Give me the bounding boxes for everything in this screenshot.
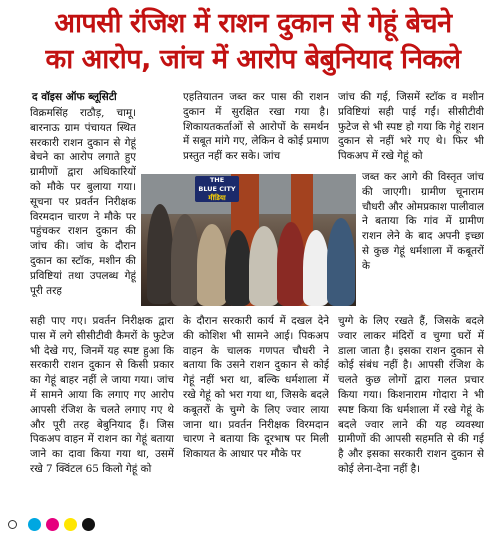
photo-person [303, 230, 329, 306]
photo-person [225, 230, 251, 306]
photo-person [249, 226, 279, 306]
photo-person [171, 214, 199, 306]
column-3-top: जांच की गई, जिसमें स्टॉक व मशीन प्रविष्टियां सही पाई गईं। सीसीटीवी फुटेज से भी स्पष्ट हो गया कि गेहूं राशन दुकान से नहीं भरे गए थे। फिर भी पिकअप में रखे गेहूं को [338, 91, 484, 163]
magenta-color-dot [46, 518, 59, 531]
black-color-dot [82, 518, 95, 531]
photo-person [197, 224, 227, 306]
cyan-color-dot [28, 518, 41, 531]
byline: द वॉइस ऑफ ब्लूसिटी [32, 91, 117, 103]
column-1-bottom: सही पाए गए। प्रवर्तन निरीक्षक द्वारा पास में लगे सीसीटीवी कैमरों के फुटेज भी देखे गए, जिनमें यह स्पष्ट हुआ कि सरकारी राशन दुकान से किसी प्रकार का गेहूं बाहर नहीं ले जाया गया। जांच में सामने आया कि लगाए गए आरोप आपसी रंजिश के चलते लगाए गए थे और पूरी तरह बेबुनियाद हैं। जिस पिकअप वाहन में राशन का गेहूं बताया जाने का दावा किया गया था, उसमें रखे 7 क्विंटल 65 किलो गेहूं को [30, 315, 174, 475]
logo-line-3: मीडिया [208, 194, 226, 202]
yellow-color-dot [64, 518, 77, 531]
column-1-top: विक्रमसिंह राठौड़, चामू। बारनाऊ ग्राम पंचायत स्थित सरकारी राशन दुकान से गेहूं बेचने का आरोप लगाते हुए ग्रामीणों द्वारा अधिकारियों को मौके पर बुलाया गया। सूचना पर प्रवर्तन निरीक्षक विरमदान चारण ने मौके पर पहुंचकर राशन दुकान की जांच की। जांच के दौरान दुकान का स्टॉक, मशीन की प्रविष्टियां तथा उपलब्ध गेहूं पूरी तरह [30, 107, 136, 297]
column-3-mid: जब्त कर आगे की विस्तृत जांच की जाएगी। ग्रामीण चूनाराम चौधरी और ओमप्रकाश पालीवाल ने बताया कि गांव में ग्रामीण राशन लेने के बाद अपनी इच्छा से कुछ गेहूं धर्मशाला में कबूतरों के [362, 171, 484, 272]
headline [8, 6, 498, 78]
photo-person [147, 204, 173, 304]
registration-mark [8, 520, 17, 529]
news-photo [141, 174, 356, 306]
logo-line-1: THE [209, 176, 225, 184]
logo-line-2: BLUE CITY [198, 185, 236, 193]
headline-line-1: आपसी रंजिश में राशन दुकान से गेहूं बेचने [54, 8, 452, 39]
column-3-bottom: चुग्गे के लिए रखते हैं, जिसके बदले ज्वार लाकर मंदिरों व चुग्गा घरों में डाला जाता है। इसका राशन दुकान से कोई संबंध नहीं है। आपसी रंजिश के चलते कुछ लोगों द्वारा गलत प्रचार किया गया। किशनाराम गोदारा ने भी स्पष्ट किया कि धर्मशाला में रखे गेहूं के बदले ज्वार लाने की यह व्यवस्था ग्रामीणों की आपसी सहमति से की गई है और इसका सरकारी राशन दुकान से कोई लेना-देना नहीं है। [338, 315, 484, 475]
photo-person [277, 222, 305, 306]
headline-line-2: का आरोप, जांच में आरोप बेबुनियाद निकले [45, 44, 461, 75]
column-2-top: एहतियातन जब्त कर पास की राशन दुकान में सुरक्षित रखा गया है। शिकायतकर्ताओं से आरोपों के समर्थन में सबूत मांगे गए, लेकिन वे कोई प्रमाण प्रस्तुत नहीं कर सके। जांच [183, 91, 329, 163]
blue-city-media-logo [195, 176, 239, 202]
photo-person [327, 218, 355, 306]
column-2-bottom: के दौरान सरकारी कार्य में दखल देने की कोशिश भी सामने आई। पिकअप वाहन के चालक गणपत चौधरी ने बताया कि उसने राशन दुकान से कोई गेहूं नहीं भरा था, बल्कि धर्मशाला में रखे गेहूं को भरा गया था, जिसके बदले कबूतरों के चुग्गे के लिए ज्वार लाया जाना था। प्रवर्तन निरीक्षक विरमदान चारण ने बताया कि दूरभाष पर मिली शिकायत के आधार पर मौके पर [183, 315, 329, 461]
